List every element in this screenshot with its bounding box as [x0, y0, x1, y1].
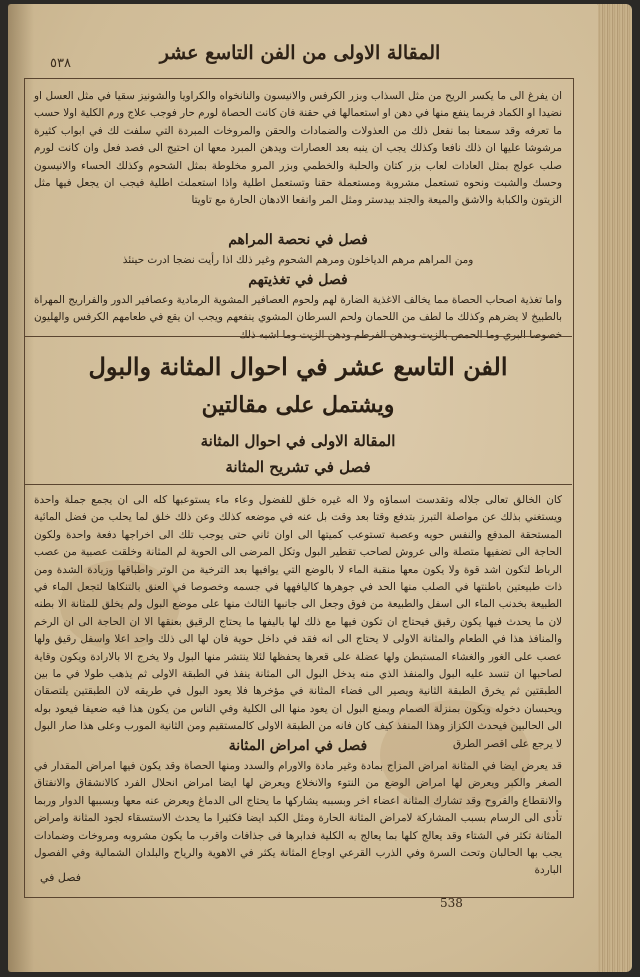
anatomy-text: كان الخالق تعالى جلاله وتقدست اسماؤه ولا اله غيره خلق للفضول وعاء ماء يستوعبها كله الى ان يجمع جملة واحدة ويستغني بذلك عن مواصلة التبرز بتدفع وقتا بعد وقت بل عنه في موضعه كذلك وعن ذلك خلق لما يحلب من فضل المائية المستحقة المدفع والنفس حويه وعصبة تستوعب كميتها الى اوان ثاني حتى يوجب تلك الى اخراجها دفعة واحدة ولكون الحاجة الى تضفيها متصلة والى عروش لصاحب تقطير البول وتكل المرضى الى الحوية لم المثانة وخلقت عصبية من عصب الرباط لتكون اشد قوة ولا يكون معها منقبة الماء لا بالوضع التي يوافيها بعد الترخية من الوتر واطباقها وزيادة الشدة ومن ذات طبيعتين باطنتها في الصلب منها الحد في جوهرها كاليافهها في جسمه وخصوصا في العنق بالتنكاها لتجعل الماء في الطبيعة بخدنب الماء الى اسفل والطبيعة من فوق وجعل الى جانبها الثالث منها على موضع البول ولم يخلق للمثانة الا بطنه لان ما يحدث فيها يكون رقيق فيحتاج ان تكون فيها مع ذلك لها باليفها ما يحتاج الرقيق بعنقها الا ان الحاجة الى ان الرخم والمنافذ هذا في الطعام والمثانة الاولى لا يحتاج الى انه فقد في داخل حوية فان لها الى ذلك واحد اعلا واسفل رقيق ولها عصب على الغور والغشاء المستبطن ولها عضلة على قعرها يحفظها لئلا ينتشر منها البول ولا يخرج الا بالارادة ويكون وقاية لصاحبها ان تنسد عليه البول والمنفذ الذي منه يدخل البول الى المثانة ينفذ في الطبقة الاولى ثم يذهب طولا في ما بين الطبقتين ثم يخرق الطبقة الثانية ويصير الى فضاء المثانة في مؤخرها فلا يعود البول في طريقه لان الطبقتين يلتصقان ويحبسان دخوله ويكون بمنزلة الصمام ويمنع البول ان يعود منها الى الكلية وفي الناس من يكون هذا فيه ضعيفا فيعود بوله الى الحالبين فيحدث الكزاز وهذا المنفذ كيف كان فانه من الطبقة الاولى كالمستقيم ومن الثانية المورب وعلى هذا صار البول لا يرجع على اقصر الطرق	[34, 494, 562, 750]
chapter-subtitle: ويشتمل على مقالتين	[201, 392, 395, 418]
section-rule	[24, 484, 572, 485]
paragraph: ان يفرغ الى ما يكسر الريح من مثل السذاب وبزر الكرفس والانيسون والنانخواه والكراويا والشونيز سقيا في مثل العسل او نضيدا او الكماد فربما ينفع منها في دهن او استعمالها في حقنة فان كانت الحصاة لورم حار فوجب علاج ورم الكلية اولا حسب ما تعرفه وقد سمعنا بما نفعل ذلك من العذولات والضمادات والحقن والمروخات المبردة التي سلفت لك في ابواب كثيرة مرشوشا عليها ان ذلك نافعا وكذلك يجب ان ينبه بعد العصارات ويدهن المبرد معها ان احتيج الى فصد فعل وان كانت لورم صلب عولج بمثل العادات لعاب بزر كتان والحلبة والخطمي وبزر المرو مخلوطة بمثل الشحوم وكذلك الحساء والانيسون وحسك والشبت ونحوه تستعمل مشروبة ومستعملة حقنا وتستعمل اطلية واذا استعملت اطلية فيجب ان يجعل فيها مثل الزيتون والكبابة والاشق والميعة والجند بيدستر ومثل المر وانفعا الادهان الحارة مع تاويتا	[34, 90, 562, 207]
catchword: فصل في	[40, 871, 82, 884]
diseases-text: قد يعرض ايضا في المثانة امراض المزاج بمادة وغير مادة والاورام والسدد ومنها الحصاة وقد يكون فيها امراض المقدار في الصغر والكبر ويعرض لها امراض الوضع من النتوء والانخلاع ويعرض لها ايضا امراض انحلال الفرد كالانشقاق والانفتاق والانقطاع والقروح وقد تشارك المثانة اعضاء اخر وبسببه يشاركها ما يحتاج الى الدماغ ويعرض عنه معها وبسببها الدوار وربما تأدى الى الرسام بسبب المشاركة لامراض المثانة الحارة ومثل الكبد ايضا فكثيرا ما يحدث الاستسقاء لجود المثانة وامراض المثانة تكثر في الشتاء وقد يعالج كلها بما يعالج به الكلية فدابرها فى جذافات واقرب ما يكون مشروبه ومروخات وضمادات يجب بها الحالبان وتحت السرة وفي الذرب القرعي اوجاع المثانة يكثر في الاهوية والرياح والبلدان الشمالية وفي الفصول الباردة	[34, 760, 562, 877]
section-text: واما تغذية اصحاب الحصاة مما يخالف الاغذية الضارة لهم ولحوم العصافير المشوية الرمادية وعصافير الدور والفراريج المهراة بالطبيخ لا يضرهم وكذلك ما لطف من اللحمان ولحم السرطان المشوي ينفعهم ويجب ان يقع في طعامهم الكرفس والهليون خصوصا البري وما الحمص بالزيت وبدهن الفرطم ودهن الزيت وما اشبه ذلك	[34, 294, 562, 341]
folio-number: ٥٣٨	[50, 56, 71, 71]
top-text-block	[34, 88, 562, 210]
section-heading: فصل في تشريح المثانة	[225, 458, 371, 476]
running-title: المقالة الاولى من الفن التاسع عشر	[159, 42, 441, 64]
chapter-rule	[24, 336, 572, 337]
chapter-title: الفن التاسع عشر في احوال المثانة والبول	[88, 352, 508, 381]
section-heading: فصل في امراض المثانة	[228, 738, 368, 754]
page-edges	[598, 4, 632, 972]
section-heading: فصل في تغذيتهم	[248, 272, 348, 288]
page-number: 538	[440, 896, 463, 910]
treatise-heading: المقالة الاولى في احوال المثانة	[200, 432, 396, 450]
section-heading: فصل في نحصة المراهم	[228, 232, 368, 248]
section-text: ومن المراهم مرهم الدياخلون ومرهم الشحوم وغير ذلك اذا رأيت نضجا ادرت حينئذ	[122, 254, 474, 266]
